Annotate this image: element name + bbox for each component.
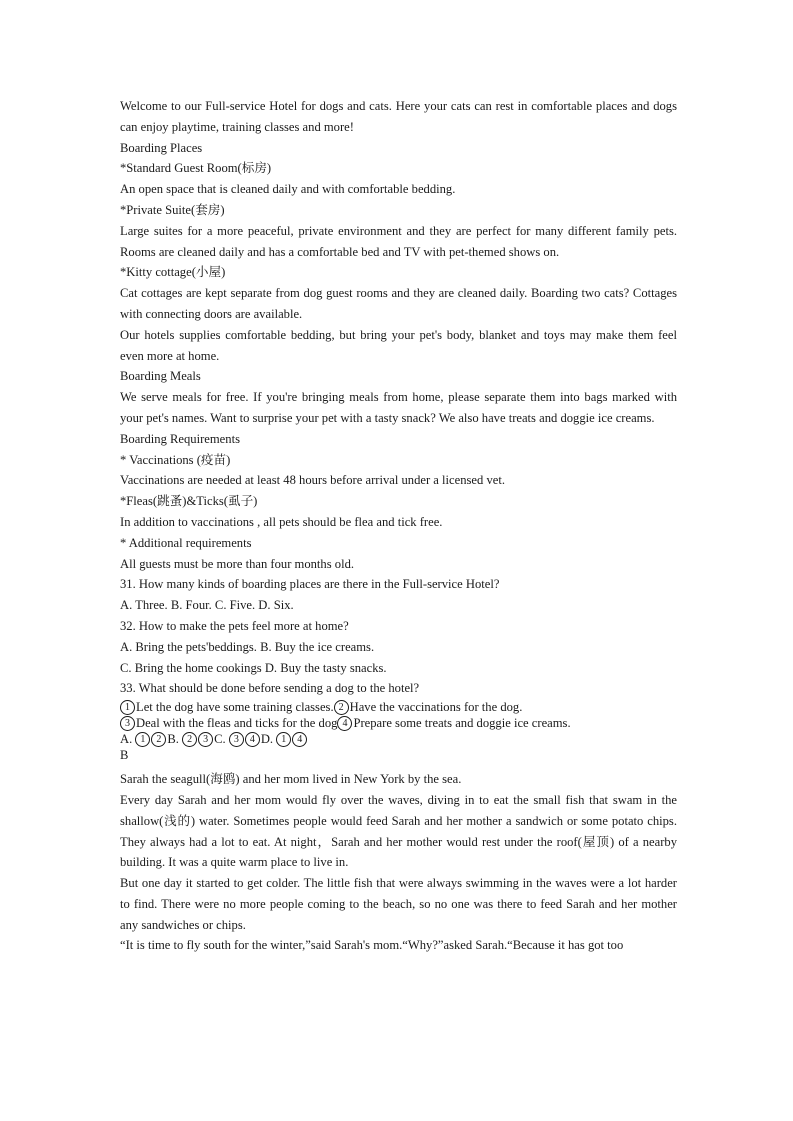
meals-desc: We serve meals for free. If you're bringing meals from home, please separate them into bags marked with your pet's names. Want to surprise your pet with a tasty snack? We also have treats and doggie ice creams. bbox=[120, 390, 677, 425]
circled-number-3: 3 bbox=[120, 716, 135, 731]
private-suite-desc: Large suites for a more peaceful, private environment and they are perfect for many different family pets. Rooms are cleaned daily and has a comfortable bed and TV with pet-themed shows on. bbox=[120, 223, 677, 259]
boarding-places-heading: Boarding Places bbox=[120, 140, 203, 155]
option-a-label: A. bbox=[120, 732, 136, 747]
passage-b-paragraph-4: “It is time to fly south for the winter,”said Sarah's mom.“Why?”asked Sarah.“Because it has got too bbox=[120, 938, 624, 953]
passage-b-paragraph-3: But one day it started to get colder. The little fish that were always swimming in the waves were a lot harder to find. There were no more people coming to the beach, so no one was there to feed Sarah and her mother any sandwiches or chips. bbox=[120, 876, 677, 932]
kitty-cottage-title: *Kitty cottage(小屋) bbox=[120, 265, 226, 280]
option-c-circle-4: 4 bbox=[245, 732, 260, 747]
option-d-label: D. bbox=[260, 732, 277, 747]
option-c-circle-3: 3 bbox=[229, 732, 244, 747]
option-b-label: B. bbox=[167, 732, 183, 747]
statement-2: Have the vaccinations for the dog. bbox=[349, 700, 523, 715]
document-body bbox=[120, 96, 677, 956]
option-c-label: C. bbox=[214, 732, 229, 747]
option-a-circle-1: 1 bbox=[135, 732, 150, 747]
fleas-title: *Fleas(跳蚤)&Ticks(虱子) bbox=[120, 494, 258, 509]
question-32: 32. How to make the pets feel more at home? bbox=[120, 618, 349, 633]
option-d-circle-1: 1 bbox=[276, 732, 291, 747]
passage-b-label: B bbox=[120, 748, 129, 763]
question-32-options-ab: A. Bring the pets'beddings. B. Buy the ice creams. bbox=[120, 639, 375, 654]
statement-4: Prepare some treats and doggie ice creams. bbox=[353, 716, 571, 731]
question-33: 33. What should be done before sending a dog to the hotel? bbox=[120, 681, 420, 696]
circled-number-1: 1 bbox=[120, 700, 135, 715]
boarding-meals-heading: Boarding Meals bbox=[120, 369, 201, 384]
standard-room-desc: An open space that is cleaned daily and with comfortable bedding. bbox=[120, 182, 456, 197]
kitty-cottage-desc: Cat cottages are kept separate from dog guest rooms and they are cleaned daily. Boarding two cats? Cottages with connecting doors are available. bbox=[120, 286, 677, 321]
question-33-statements-3-4 bbox=[120, 715, 677, 731]
additional-title: * Additional requirements bbox=[120, 535, 252, 550]
vaccinations-title: * Vaccinations (疫苗) bbox=[120, 452, 231, 467]
passage-b-paragraph-2: Every day Sarah and her mom would fly over the waves, diving in to eat the small fish that swam in the shallow(浅的) water. Sometimes people would feed Sarah and her mother a sandwich or some potato chips. They always had a lot to eat. At night，Sarah and her mother would rest under the roof(屋顶) of a nearby building. It was a quite warm place to live in. bbox=[120, 792, 677, 870]
question-32-options-cd: C. Bring the home cookings D. Buy the tasty snacks. bbox=[120, 660, 387, 675]
circled-number-4: 4 bbox=[337, 716, 352, 731]
bedding-note: Our hotels supplies comfortable bedding, but bring your pet's body, blanket and toys may make them feel even more at home. bbox=[120, 327, 677, 363]
standard-room-title: *Standard Guest Room(标房) bbox=[120, 161, 272, 176]
statement-3: Deal with the fleas and ticks for the dog bbox=[136, 716, 338, 731]
private-suite-title: *Private Suite(套房) bbox=[120, 202, 225, 217]
question-31: 31. How many kinds of boarding places are there in the Full-service Hotel? bbox=[120, 577, 500, 592]
circled-number-2: 2 bbox=[334, 700, 349, 715]
option-a-circle-2: 2 bbox=[151, 732, 166, 747]
requirements-heading: Boarding Requirements bbox=[120, 431, 240, 446]
passage-b-paragraph-1: Sarah the seagull(海鸥) and her mom lived in New York by the sea. bbox=[120, 772, 462, 787]
question-33-options bbox=[120, 731, 677, 747]
question-31-options: A. Three. B. Four. C. Five. D. Six. bbox=[120, 598, 294, 613]
intro-paragraph: Welcome to our Full-service Hotel for dogs and cats. Here your cats can rest in comfortable places and dogs can enjoy playtime, training classes and more! bbox=[120, 99, 677, 134]
additional-desc: All guests must be more than four months old. bbox=[120, 556, 355, 571]
option-b-circle-3: 3 bbox=[198, 732, 213, 747]
fleas-desc: In addition to vaccinations , all pets should be flea and tick free. bbox=[120, 514, 443, 529]
statement-1: Let the dog have some training classes. bbox=[136, 700, 334, 715]
option-d-circle-4: 4 bbox=[292, 732, 307, 747]
question-33-statements-1-2 bbox=[120, 699, 677, 715]
option-b-circle-2: 2 bbox=[182, 732, 197, 747]
vaccinations-desc: Vaccinations are needed at least 48 hours before arrival under a licensed vet. bbox=[120, 473, 505, 488]
